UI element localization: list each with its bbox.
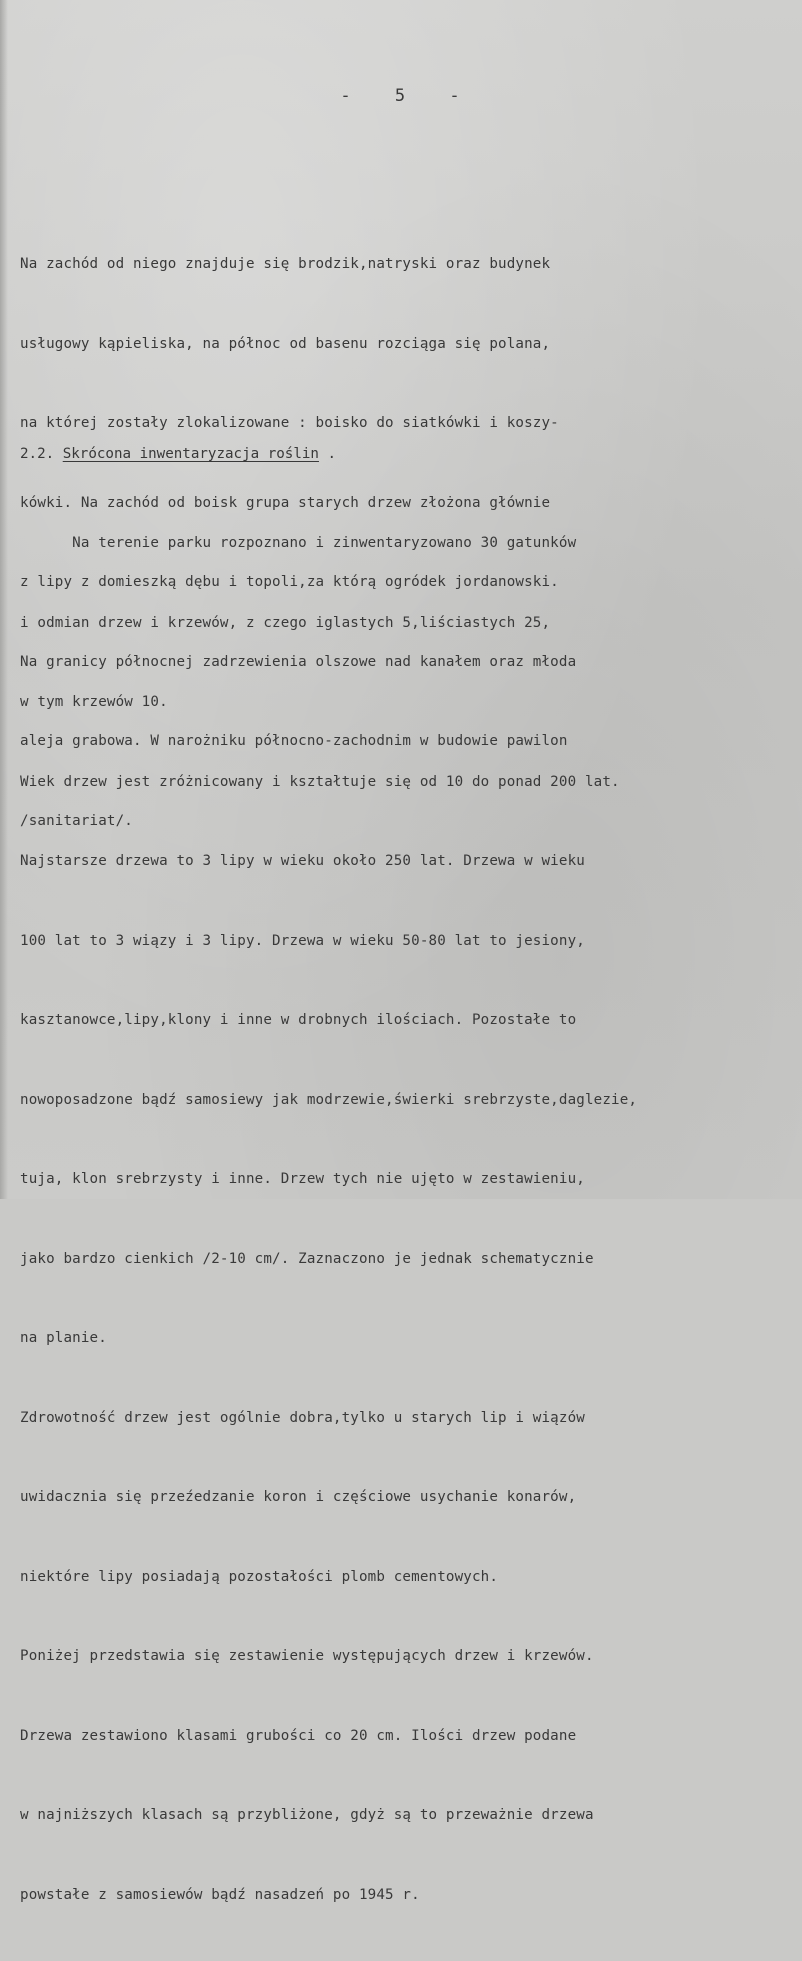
text-line: na planie. <box>20 1330 107 1346</box>
text-line: w tym krzewów 10. <box>20 694 168 710</box>
paragraph-plant-inventory <box>20 477 795 1961</box>
text-line: Drzewa zestawiono klasami grubości co 20 cm. Ilości drzew podane <box>20 1727 577 1744</box>
text-line: Na granicy północnej zadrzewienia olszowe nad kanałem oraz młoda <box>20 653 577 670</box>
page-number: - 5 - <box>340 86 462 106</box>
text-line: Wiek drzew jest zróżnicowany i kształtuje się od 10 do ponad 200 lat. <box>20 773 620 790</box>
text-line: kówki. Na zachód od boisk grupa starych drzew złożona głównie <box>20 494 551 511</box>
text-line: jako bardzo cienkich /2-10 cm/. Zaznaczono je jednak schematycznie <box>20 1250 594 1267</box>
section-number: 2.2. <box>20 446 63 462</box>
text-line: powstałe z samosiewów bądź nasadzeń po 1945 r. <box>20 1886 420 1903</box>
section-title-suffix: . <box>318 446 337 462</box>
text-line: 100 lat to 3 wiązy i 3 lipy. Drzewa w wieku 50-80 lat to jesiony, <box>20 932 585 949</box>
text-line: Na zachód od niego znajduje się brodzik,natryski oraz budynek <box>20 256 551 272</box>
text-line: niektóre lipy posiadają pozostałości plomb cementowych. <box>20 1568 499 1585</box>
text-line: i odmian drzew i krzewów, z czego iglastych 5,liściastych 25, <box>20 614 551 631</box>
text-line: /sanitariat/. <box>20 812 133 829</box>
text-line: Zdrowotność drzew jest ogólnie dobra,tylko u starych lip i wiązów <box>20 1409 585 1426</box>
text-line: na której zostały zlokalizowane : boisko do siatkówki i koszy- <box>20 415 559 431</box>
page-edge-shadow <box>0 0 8 1199</box>
text-line: usługowy kąpieliska, na północ od basenu rozciąga się polana, <box>20 335 551 352</box>
text-line: uwidacznia się przeźedzanie koron i częściowe usychanie konarów, <box>20 1489 577 1505</box>
text-line: tuja, klon srebrzysty i inne. Drzew tych nie ujęto w zestawieniu, <box>20 1171 585 1187</box>
text-line: nowoposadzone bądź samosiewy jak modrzewie,świerki srebrzyste,daglezie, <box>20 1091 638 1108</box>
text-line: Najstarsze drzewa to 3 lipy w wieku około 250 lat. Drzewa w wieku <box>20 853 585 869</box>
text-line: aleja grabowa. W narożniku północno-zachodnim w budowie pawilon <box>20 733 568 749</box>
section-title: Skrócona inwentaryzacja roślin <box>62 446 319 462</box>
text-line: Na terenie parku rozpoznano i zinwentaryzowano 30 gatunków <box>20 535 577 551</box>
text-line: kasztanowce,lipy,klony i inne w drobnych ilościach. Pozostałe to <box>20 1012 577 1028</box>
text-line: Poniżej przedstawia się zestawienie występujących drzew i krzewów. <box>20 1648 594 1664</box>
section-heading <box>20 441 336 468</box>
text-line: w najniższych klasach są przybliżone, gdyż są to przeważnie drzewa <box>20 1807 594 1823</box>
text-line: z lipy z domieszką dębu i topoli,za którą ogródek jordanowski. <box>20 574 559 590</box>
